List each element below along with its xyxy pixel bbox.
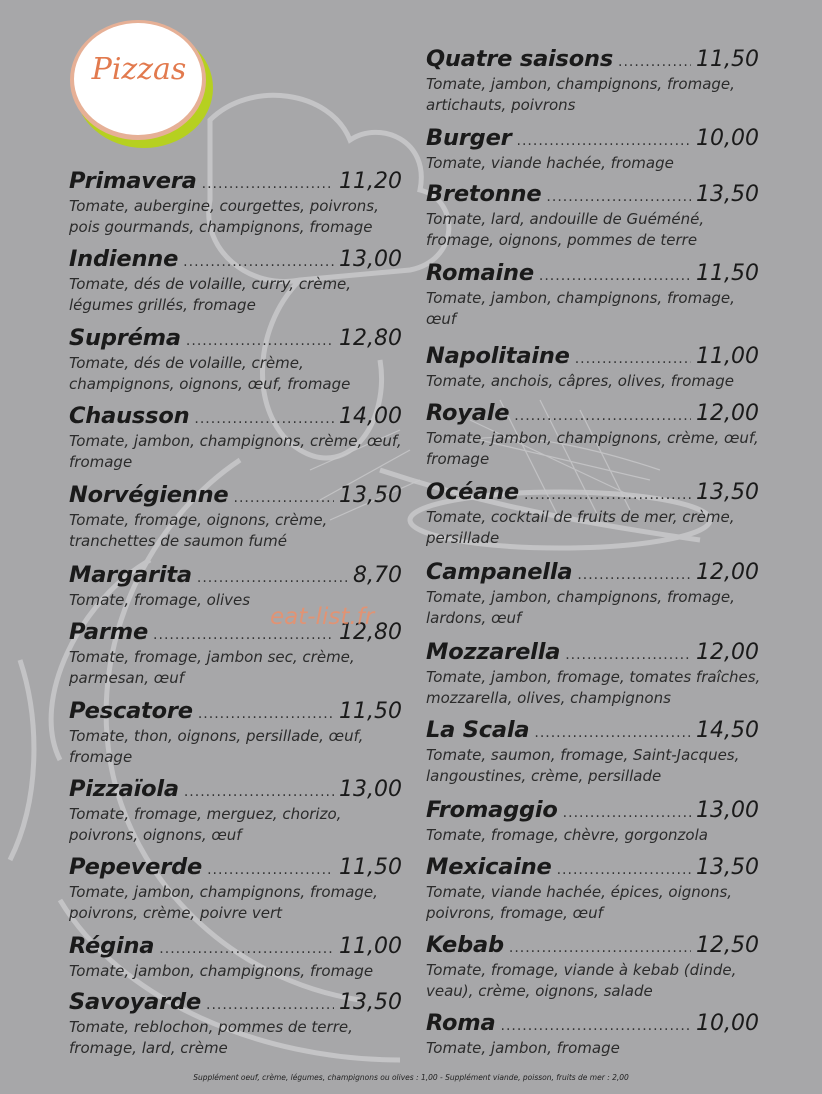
pizza-name: Régina — [69, 933, 155, 959]
pizza-ingredients: Tomate, jambon, fromage, tomates fraîches, mozzarella, olives, champignons — [426, 668, 761, 707]
pizza-price: 13,00 — [339, 247, 402, 272]
menu-item-line — [426, 932, 759, 958]
menu-item-line — [426, 181, 759, 207]
pizza-name: Campanella — [426, 559, 573, 585]
menu-item-line — [69, 698, 402, 724]
pizza-price: 12,00 — [696, 560, 759, 585]
dot-leader — [514, 408, 691, 424]
dot-leader — [563, 805, 691, 821]
pizza-ingredients: Tomate, fromage, oignons, crème, tranchettes de saumon fumé — [69, 511, 328, 550]
menu-item-line — [69, 562, 402, 588]
pizza-ingredients: Tomate, cocktail de fruits de mer, crème, persillade — [426, 508, 735, 547]
menu-item — [69, 403, 404, 473]
pizza-ingredients: Tomate, viande hachée, épices, oignons, poivrons, fromage, œuf — [426, 883, 733, 922]
pizza-ingredients: Tomate, jambon, champignons, fromage, artichauts, poivrons — [426, 75, 735, 114]
dot-leader — [524, 487, 691, 503]
dot-leader — [186, 333, 334, 349]
menu-item-line — [426, 400, 759, 426]
pizza-name: Parme — [69, 619, 149, 645]
pizza-ingredients: Tomate, viande hachée, fromage — [426, 154, 674, 172]
dot-leader — [546, 189, 691, 205]
menu-item-line — [69, 989, 402, 1015]
pizza-ingredients: Tomate, fromage, olives — [69, 591, 251, 609]
menu-item-line — [69, 246, 402, 272]
pizza-ingredients: Tomate, aubergine, courgettes, poivrons, pois gourmands, champignons, fromage — [69, 197, 379, 236]
menu-item-line — [69, 854, 402, 880]
menu-item — [426, 639, 761, 709]
menu-item-line — [426, 717, 759, 743]
dot-leader — [202, 176, 334, 192]
pizza-price: 13,50 — [696, 480, 759, 505]
dot-leader — [198, 706, 334, 722]
menu-item — [426, 797, 761, 846]
menu-item — [69, 989, 404, 1059]
menu-item — [426, 260, 761, 330]
menu-item — [426, 125, 761, 174]
pizza-name: Pescatore — [69, 698, 193, 724]
pizza-ingredients: Tomate, dés de volaille, curry, crème, légumes grillés, fromage — [69, 275, 352, 314]
menu-item-line — [426, 479, 759, 505]
pizza-ingredients: Tomate, lard, andouille de Guéméné, fromage, oignons, pommes de terre — [426, 210, 705, 249]
dot-leader — [501, 1018, 692, 1034]
pizza-price: 14,50 — [696, 718, 759, 743]
pizza-name: Pizzaïola — [69, 776, 179, 802]
dot-leader — [206, 997, 334, 1013]
menu-item-line — [69, 403, 402, 429]
menu-item — [426, 1010, 761, 1059]
menu-item-line — [426, 343, 759, 369]
menu-item-line — [69, 168, 402, 194]
pizza-price: 11,00 — [339, 934, 402, 959]
pizza-price: 12,50 — [696, 933, 759, 958]
pizza-ingredients: Tomate, fromage, chèvre, gorgonzola — [426, 826, 708, 844]
menu-item-line — [69, 482, 402, 508]
pizza-price: 12,80 — [339, 326, 402, 351]
pizza-name: Napolitaine — [426, 343, 570, 369]
dot-leader — [197, 570, 348, 586]
pizza-name: Savoyarde — [69, 989, 202, 1015]
pizza-name: Roma — [426, 1010, 496, 1036]
menu-item — [69, 482, 404, 552]
pizza-name: Kebab — [426, 932, 504, 958]
pizza-name: Burger — [426, 125, 512, 151]
menu-item-line — [69, 325, 402, 351]
dot-leader — [207, 862, 334, 878]
pizza-price: 11,20 — [339, 169, 402, 194]
pizza-price: 8,70 — [353, 563, 402, 588]
pizza-price: 13,50 — [696, 182, 759, 207]
menu-item-line — [69, 933, 402, 959]
pizza-name: Océane — [426, 479, 519, 505]
dot-leader — [534, 725, 691, 741]
pizza-price: 14,00 — [339, 404, 402, 429]
pizza-name: Chausson — [69, 403, 190, 429]
dot-leader — [184, 784, 334, 800]
pizza-ingredients: Tomate, jambon, champignons, crème, œuf, fromage — [69, 432, 402, 471]
dot-leader — [557, 862, 691, 878]
menu-item-line — [426, 1010, 759, 1036]
pizza-name: Romaine — [426, 260, 534, 286]
menu-item-line — [426, 639, 759, 665]
pizza-ingredients: Tomate, dés de volaille, crème, champignons, oignons, œuf, fromage — [69, 354, 351, 393]
pizza-ingredients: Tomate, jambon, champignons, crème, œuf, fromage — [426, 429, 759, 468]
menu-item — [426, 343, 761, 392]
menu-item — [69, 246, 404, 316]
pizza-name: Indienne — [69, 246, 179, 272]
dot-leader — [509, 940, 691, 956]
menu-item-line — [426, 260, 759, 286]
pizza-price: 11,00 — [696, 344, 759, 369]
pizza-name: La Scala — [426, 717, 530, 743]
supplement-footnote: Supplément oeuf, crème, légumes, champignons ou olives : 1,00 - Supplément viande, poisson, fruits de mer : 2,00 — [193, 1073, 629, 1082]
menu-item-line — [426, 797, 759, 823]
menu-item — [69, 933, 404, 982]
dot-leader — [539, 268, 691, 284]
dot-leader — [565, 647, 691, 663]
pizza-name: Margarita — [69, 562, 192, 588]
dot-leader — [159, 941, 334, 957]
pizza-name: Norvégienne — [69, 482, 229, 508]
pizza-ingredients: Tomate, jambon, champignons, fromage — [69, 962, 374, 980]
pizza-ingredients: Tomate, thon, oignons, persillade, œuf, fromage — [69, 727, 364, 766]
menu-item — [426, 181, 761, 251]
pizza-price: 11,50 — [696, 261, 759, 286]
pizza-price: 11,50 — [696, 47, 759, 72]
menu-item — [69, 168, 404, 238]
pizza-price: 13,50 — [339, 990, 402, 1015]
dot-leader — [618, 54, 691, 70]
menu-item-line — [69, 776, 402, 802]
pizza-ingredients: Tomate, jambon, champignons, fromage, lardons, œuf — [426, 588, 735, 627]
pizza-name: Quatre saisons — [426, 46, 614, 72]
menu-item — [426, 717, 761, 787]
pizza-price: 13,00 — [696, 798, 759, 823]
menu-item — [69, 698, 404, 768]
pizza-ingredients: Tomate, anchois, câpres, olives, fromage — [426, 372, 734, 390]
pizza-name: Supréma — [69, 325, 181, 351]
pizza-price: 11,50 — [339, 855, 402, 880]
pizza-ingredients: Tomate, jambon, champignons, fromage, œuf — [426, 289, 735, 328]
pizza-ingredients: Tomate, fromage, jambon sec, crème, parmesan, œuf — [69, 648, 355, 687]
pizza-price: 12,00 — [696, 640, 759, 665]
menu-item — [426, 932, 761, 1002]
menu-item-line — [426, 559, 759, 585]
menu-item — [426, 559, 761, 629]
pizza-ingredients: Tomate, reblochon, pommes de terre, fromage, lard, crème — [69, 1018, 353, 1057]
pizza-price: 12,00 — [696, 401, 759, 426]
pizza-name: Fromaggio — [426, 797, 558, 823]
pizza-ingredients: Tomate, jambon, fromage — [426, 1039, 620, 1057]
pizza-price: 13,50 — [696, 855, 759, 880]
menu-item — [69, 325, 404, 395]
pizza-name: Mexicaine — [426, 854, 552, 880]
menu-item-line — [426, 125, 759, 151]
pizza-price: 10,00 — [696, 1011, 759, 1036]
dot-leader — [183, 254, 334, 270]
pizza-name: Bretonne — [426, 181, 542, 207]
dot-leader — [517, 133, 691, 149]
pizza-price: 13,50 — [339, 483, 402, 508]
pizza-name: Primavera — [69, 168, 197, 194]
page-title: Pizzas — [91, 52, 187, 87]
dot-leader — [577, 567, 691, 583]
menu-item — [426, 854, 761, 924]
pizza-name: Pepeverde — [69, 854, 203, 880]
pizza-ingredients: Tomate, fromage, viande à kebab (dinde, veau), crème, oignons, salade — [426, 961, 737, 1000]
dot-leader — [234, 490, 335, 506]
pizza-name: Royale — [426, 400, 510, 426]
menu-item — [426, 479, 761, 549]
pizza-name: Mozzarella — [426, 639, 561, 665]
pizza-ingredients: Tomate, jambon, champignons, fromage, poivrons, crème, poivre vert — [69, 883, 378, 922]
pizza-ingredients: Tomate, saumon, fromage, Saint-Jacques, langoustines, crème, persillade — [426, 746, 740, 785]
menu-item — [426, 400, 761, 470]
pizza-price: 12,80 — [339, 620, 402, 645]
menu-item — [426, 46, 761, 116]
pizza-price: 13,00 — [339, 777, 402, 802]
pizza-price: 10,00 — [696, 126, 759, 151]
menu-item-line — [426, 46, 759, 72]
menu-item — [69, 776, 404, 846]
dot-leader — [194, 411, 334, 427]
dot-leader — [575, 351, 691, 367]
pizza-ingredients: Tomate, fromage, merguez, chorizo, poivrons, oignons, œuf — [69, 805, 342, 844]
watermark-text: eat-list.fr — [270, 604, 375, 630]
pizza-price: 11,50 — [339, 699, 402, 724]
menu-item-line — [426, 854, 759, 880]
menu-item — [69, 854, 404, 924]
